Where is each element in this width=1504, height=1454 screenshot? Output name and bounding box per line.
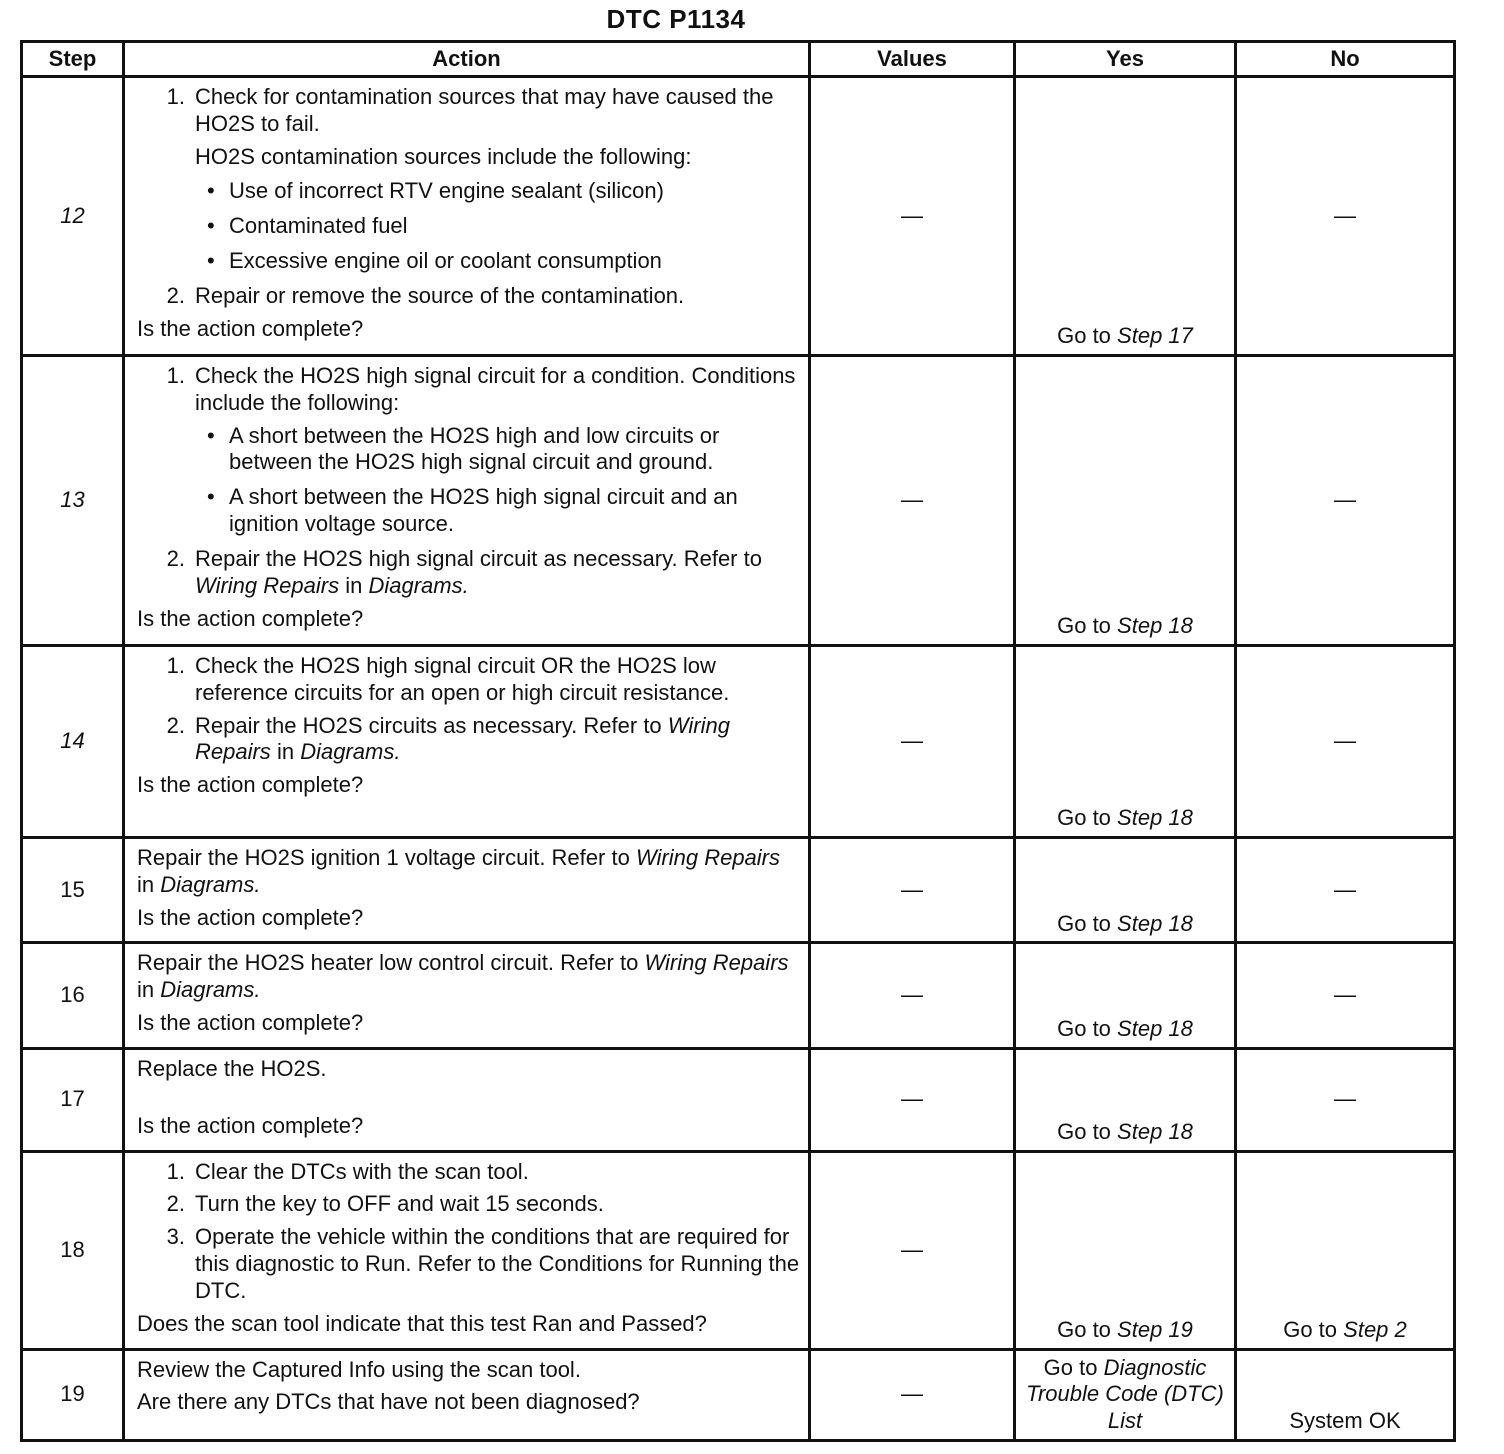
list-number: 1. bbox=[166, 363, 185, 388]
page-title: DTC P1134 bbox=[606, 4, 746, 34]
list-number: 1. bbox=[166, 653, 185, 678]
goto-step-link[interactable]: Step 2 bbox=[1343, 1316, 1407, 1342]
action-question: Is the action complete? bbox=[137, 1010, 364, 1036]
dash: — bbox=[1334, 982, 1356, 1008]
step-number: 15 bbox=[22, 838, 124, 943]
goto-step-link[interactable]: Step 18 bbox=[1117, 1016, 1193, 1042]
header-row bbox=[22, 42, 1455, 77]
step-number: 17 bbox=[22, 1048, 124, 1151]
action-item: Repair the HO2S high signal circuit as necessary. Refer to bbox=[195, 545, 762, 571]
bullet-item: Contaminated fuel bbox=[229, 213, 408, 239]
list-number: 1. bbox=[166, 84, 185, 109]
table-row-step-16 bbox=[22, 943, 1455, 1048]
bullet-icon: • bbox=[207, 484, 215, 510]
bullet-icon: • bbox=[207, 178, 215, 204]
goto-prefix: Go to bbox=[1057, 910, 1111, 936]
reference-link[interactable]: Diagrams. bbox=[160, 977, 261, 1003]
action-item: Clear the DTCs with the scan tool. bbox=[195, 1158, 529, 1184]
table-row-step-18 bbox=[22, 1151, 1455, 1349]
dash: — bbox=[901, 202, 923, 228]
header-no: No bbox=[1236, 42, 1455, 77]
bullet-icon: • bbox=[207, 422, 215, 448]
table-row-step-14 bbox=[22, 646, 1455, 838]
action-item: Check for contamination sources that may have caused the HO2S to fail. bbox=[195, 84, 774, 136]
action-question: Is the action complete? bbox=[137, 1112, 364, 1138]
dash: — bbox=[901, 1381, 923, 1407]
header-yes: Yes bbox=[1015, 42, 1236, 77]
yes-cell bbox=[1015, 77, 1236, 356]
dash: — bbox=[901, 876, 923, 902]
action-item: Check the HO2S high signal circuit for a condition. Conditions include the following: bbox=[195, 363, 796, 415]
yes-cell bbox=[1015, 943, 1236, 1048]
step-number: 18 bbox=[22, 1151, 124, 1349]
step-number: 19 bbox=[22, 1349, 124, 1440]
table-row-step-15 bbox=[22, 838, 1455, 943]
action-question: Is the action complete? bbox=[137, 772, 364, 798]
step-number: 14 bbox=[22, 646, 124, 838]
step-number: 12 bbox=[22, 77, 124, 356]
table-row-step-17 bbox=[22, 1048, 1455, 1151]
action-cell bbox=[124, 356, 810, 646]
no-cell bbox=[1236, 943, 1455, 1048]
bullet-icon: • bbox=[207, 248, 215, 274]
yes-cell bbox=[1015, 838, 1236, 943]
goto-prefix: Go to bbox=[1057, 1016, 1111, 1042]
values-cell bbox=[810, 1151, 1015, 1349]
action-cell bbox=[124, 943, 810, 1048]
bullet-item: A short between the HO2S high signal circuit and an ignition voltage source. bbox=[229, 484, 738, 537]
goto-prefix: Go to bbox=[1057, 1316, 1111, 1342]
values-cell bbox=[810, 77, 1015, 356]
connector-text: in bbox=[345, 572, 363, 598]
header-step: Step bbox=[22, 42, 124, 77]
action-cell bbox=[124, 77, 810, 356]
values-cell bbox=[810, 1048, 1015, 1151]
action-text: Repair the HO2S ignition 1 voltage circuit. Refer to bbox=[137, 845, 630, 870]
action-cell bbox=[124, 1349, 810, 1440]
no-cell bbox=[1236, 77, 1455, 356]
action-note: HO2S contamination sources include the following: bbox=[195, 143, 692, 169]
action-question: Is the action complete? bbox=[137, 904, 364, 930]
action-text: Review the Captured Info using the scan tool. bbox=[137, 1356, 581, 1382]
reference-link[interactable]: Wiring Repairs bbox=[195, 712, 730, 765]
list-number: 2. bbox=[166, 282, 185, 308]
list-number: 2. bbox=[166, 712, 185, 738]
connector-text: in bbox=[137, 977, 155, 1003]
values-cell bbox=[810, 1349, 1015, 1440]
action-question: Does the scan tool indicate that this test Ran and Passed? bbox=[137, 1310, 707, 1336]
reference-link[interactable]: Wiring Repairs bbox=[635, 845, 781, 870]
goto-prefix: Go to bbox=[1057, 613, 1111, 639]
reference-link[interactable]: Diagrams. bbox=[368, 572, 469, 598]
yes-cell bbox=[1015, 1048, 1236, 1151]
action-item: Turn the key to OFF and wait 15 seconds. bbox=[195, 1191, 604, 1217]
values-cell bbox=[810, 838, 1015, 943]
dash: — bbox=[1334, 487, 1356, 513]
goto-step-link[interactable]: Step 18 bbox=[1117, 1118, 1193, 1144]
table-row-step-13 bbox=[22, 356, 1455, 646]
no-cell bbox=[1236, 1151, 1455, 1349]
goto-step-link[interactable]: Step 19 bbox=[1117, 1316, 1193, 1342]
dash: — bbox=[1334, 876, 1356, 902]
table-row-step-12 bbox=[22, 77, 1455, 356]
no-cell bbox=[1236, 1048, 1455, 1151]
no-cell bbox=[1236, 356, 1455, 646]
no-cell bbox=[1236, 838, 1455, 943]
action-item: Operate the vehicle within the conditions that are required for this diagnostic to Run. Refer to the Conditions for Running the DTC. bbox=[195, 1224, 800, 1303]
list-number: 2. bbox=[166, 1191, 185, 1217]
action-item: Repair or remove the source of the contamination. bbox=[195, 282, 685, 308]
action-cell bbox=[124, 1151, 810, 1349]
dash: — bbox=[901, 982, 923, 1008]
action-question: Are there any DTCs that have not been diagnosed? bbox=[137, 1389, 640, 1415]
action-question: Is the action complete? bbox=[137, 315, 364, 341]
step-number: 16 bbox=[22, 943, 124, 1048]
yes-cell bbox=[1015, 646, 1236, 838]
bullet-icon: • bbox=[207, 213, 215, 239]
reference-link[interactable]: Wiring Repairs bbox=[195, 572, 340, 598]
action-item: Repair the HO2S circuits as necessary. Refer to bbox=[195, 712, 662, 738]
system-ok-text: System OK bbox=[1289, 1408, 1401, 1434]
goto-step-link[interactable]: Step 18 bbox=[1117, 805, 1193, 831]
values-cell bbox=[810, 356, 1015, 646]
goto-step-link[interactable]: Step 17 bbox=[1117, 323, 1193, 349]
action-question: Is the action complete? bbox=[137, 605, 364, 631]
header-values: Values bbox=[810, 42, 1015, 77]
list-number: 3. bbox=[166, 1224, 185, 1250]
goto-prefix: Go to bbox=[1283, 1316, 1338, 1342]
dash: — bbox=[901, 1236, 923, 1262]
dash: — bbox=[901, 728, 923, 754]
no-cell bbox=[1236, 1349, 1455, 1440]
bullet-item: Use of incorrect RTV engine sealant (silicon) bbox=[229, 178, 664, 204]
action-text: Repair the HO2S heater low control circuit. Refer to bbox=[137, 950, 639, 976]
reference-link[interactable]: Diagrams. bbox=[160, 871, 261, 897]
yes-cell bbox=[1015, 1349, 1236, 1440]
list-number: 1. bbox=[166, 1158, 185, 1184]
step-number: 13 bbox=[22, 356, 124, 646]
table-row-step-19 bbox=[22, 1349, 1455, 1440]
goto-prefix: Go to bbox=[1057, 805, 1111, 831]
action-cell bbox=[124, 838, 810, 943]
connector-text: in bbox=[137, 871, 155, 897]
action-text: Replace the HO2S. bbox=[137, 1055, 327, 1081]
goto-dtc-list-link[interactable]: Diagnostic Trouble Code (DTC) List bbox=[1026, 1354, 1224, 1434]
goto-prefix: Go to bbox=[1057, 1118, 1111, 1144]
yes-cell bbox=[1015, 1151, 1236, 1349]
diagnostic-table bbox=[20, 40, 1456, 1442]
header-action: Action bbox=[124, 42, 810, 77]
values-cell bbox=[810, 943, 1015, 1048]
goto-step-link[interactable]: Step 18 bbox=[1117, 613, 1193, 639]
action-cell bbox=[124, 1048, 810, 1151]
connector-text: in bbox=[276, 739, 295, 765]
bullet-item: A short between the HO2S high and low circuits or between the HO2S high signal circuit and ground. bbox=[229, 422, 720, 475]
reference-link[interactable]: Diagrams. bbox=[300, 739, 401, 765]
dash: — bbox=[1334, 1086, 1356, 1112]
no-cell bbox=[1236, 646, 1455, 838]
dash: — bbox=[1334, 202, 1356, 228]
reference-link[interactable]: Wiring Repairs bbox=[644, 950, 789, 976]
bullet-item: Excessive engine oil or coolant consumption bbox=[229, 248, 662, 274]
action-cell bbox=[124, 646, 810, 838]
action-item: Check the HO2S high signal circuit OR the HO2S low reference circuits for an open or high circuit resistance. bbox=[195, 653, 730, 705]
values-cell bbox=[810, 646, 1015, 838]
goto-prefix: Go to bbox=[1043, 1354, 1098, 1380]
yes-cell bbox=[1015, 356, 1236, 646]
goto-step-link[interactable]: Step 18 bbox=[1117, 910, 1193, 936]
dash: — bbox=[901, 487, 923, 513]
dash: — bbox=[1334, 728, 1356, 754]
dash: — bbox=[901, 1086, 923, 1112]
goto-prefix: Go to bbox=[1057, 323, 1111, 349]
list-number: 2. bbox=[166, 545, 185, 571]
